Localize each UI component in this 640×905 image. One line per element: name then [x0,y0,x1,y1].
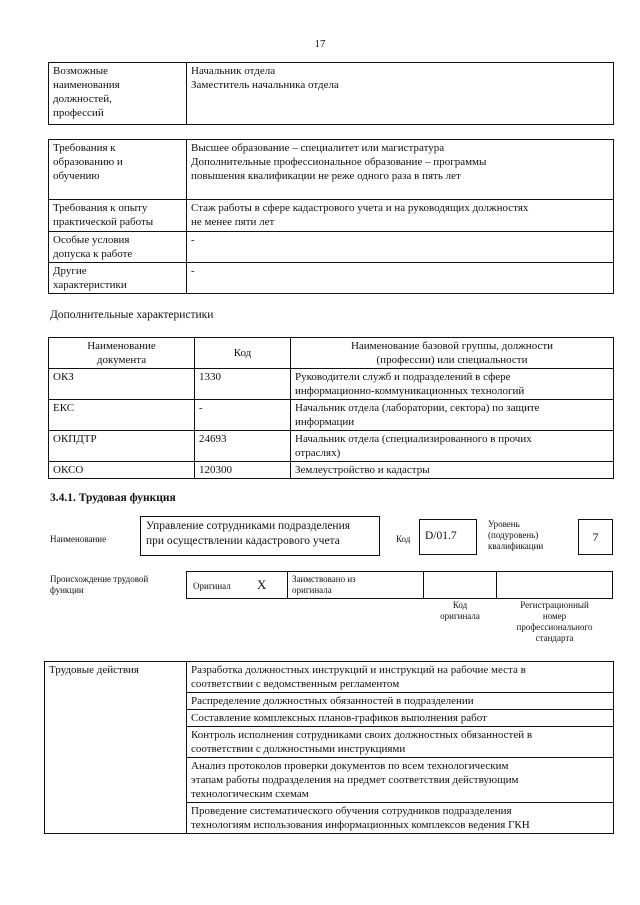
positions-values [187,63,614,125]
origin-label-line: функции [50,585,84,595]
level-label-line: (подуровень) [488,530,539,540]
labor-action-line: Проведение систематического обучения сотрудников подразделения [191,805,512,817]
position-title: Начальник отдела [191,65,276,77]
document-code: 120300 [195,462,291,479]
requirement-row [49,232,614,263]
level-box [578,519,613,555]
positions-label-line: профессий [53,107,104,119]
requirement-label-line: образованию и [53,156,123,168]
base-group-name [291,431,614,462]
requirement-label [49,200,187,232]
requirement-label-line: Другие [53,265,87,277]
requirements-table [48,139,614,294]
requirement-row [49,200,614,232]
labor-action-line: этапам работы подразделения на предмет соответствия действующим [191,774,519,786]
origin-row [186,571,613,599]
labor-action-row [45,662,614,693]
base-group-name-line: информации [295,416,355,428]
labor-action [187,758,614,803]
requirement-value-line: Стаж работы в сфере кадастрового учета и на руководящих должностях [191,202,529,214]
column-header [291,338,614,369]
base-group-name [291,400,614,431]
registration-number-label [496,600,613,644]
header-row [49,338,614,369]
document-name: ОКЗ [49,369,195,400]
requirement-row [49,263,614,294]
labor-action-line: соответствии с ведомственным регламентом [191,678,400,690]
document-code: - [195,400,291,431]
column-header-line: (профессии) или специальности [376,354,528,366]
requirement-value [187,200,614,232]
name-label: Наименование [50,534,107,544]
requirement-value-line: Высшее образование – специалитет или магистратура [191,142,445,154]
code-original-label-line: Код [452,600,468,610]
requirement-label-line: практической работы [53,216,154,228]
registration-number-label-line: профессионального [516,622,593,632]
level-label-line: Уровень [488,519,520,529]
labor-action-line: Разработка должностных инструкций и инструкций на рабочие места в [191,664,526,676]
requirement-value-line: - [191,234,195,246]
level-label-line: квалификации [488,541,544,551]
labor-action-line: Анализ протоколов проверки документов по всем технологическим [191,760,509,772]
base-group-name-line: Начальник отдела (лаборатории, сектора) по защите [295,402,540,414]
borrowed-label-line: Заимствовано из [292,574,356,584]
function-code: D/01.7 [425,530,457,542]
labor-action [187,710,614,727]
column-header-line: Наименование [87,340,156,352]
requirement-value [187,140,614,200]
function-heading: 3.4.1. Трудовая функция [50,492,176,504]
level-value: 7 [592,530,599,544]
labor-action-line: технологическим схемам [191,788,309,800]
base-group-name-line: Землеустройство и кадастры [295,464,430,476]
labor-action [187,693,614,710]
function-name-line: Управление сотрудниками подразделения [146,520,351,532]
labor-action-line: технологиям использования информационных комплексов ведения ГКН [191,819,530,831]
registration-number-label-line: Регистрационный [520,600,589,610]
table-row [49,462,614,479]
additional-characteristics-table [48,337,614,479]
column-header-line: Наименование базовой группы, должности [350,340,554,352]
labor-action [187,803,614,834]
requirement-value-line: - [191,265,195,277]
labor-action-line: Распределение должностных обязанностей в подразделении [191,695,474,707]
original-mark: X [257,577,267,592]
requirement-value-line: не менее пяти лет [191,216,275,228]
borrowed-label [292,574,356,596]
base-group-name-line: отраслях) [295,447,341,459]
labor-action-line: Составление комплексных планов-графиков выполнения работ [191,712,487,724]
column-header-line: документа [96,354,147,366]
document-code: 1330 [195,369,291,400]
positions-label [49,63,187,125]
page-number: 17 [314,38,326,50]
function-name-line: при осуществлении кадастрового учета [146,535,340,547]
requirement-label [49,232,187,263]
column-header [49,338,195,369]
requirement-value-line: повышения квалификации не реже одного раза в пять лет [191,170,461,182]
table-row [49,400,614,431]
origin-label [50,574,148,596]
document-code: 24693 [195,431,291,462]
document-name: ОКСО [49,462,195,479]
requirement-label-line: Особые условия [53,234,130,246]
registration-number-label-line: стандарта [535,633,574,643]
table-row [49,369,614,400]
base-group-name-line: Начальник отдела (специализированного в прочих [295,433,532,445]
labor-action-line: соответствии с должностными инструкциями [191,743,406,755]
base-group-name-line: информационно-коммуникационных технологий [295,385,525,397]
positions-label-line: Возможные [53,65,108,77]
column-header-line: Код [233,347,252,359]
requirement-label [49,263,187,294]
code-original-label [424,600,496,622]
level-label [488,519,543,552]
code-original-label-line: оригинала [440,611,480,621]
requirement-label-line: допуска к работе [53,248,133,260]
requirement-label [49,140,187,200]
column-header [195,338,291,369]
origin-label-line: Происхождение трудовой [50,574,149,584]
labor-action-line: Контроль исполнения сотрудниками своих должностных обязанностей в [191,729,533,741]
base-group-name [291,462,614,479]
positions-table [48,62,614,125]
borrowed-label-line: оригинала [292,585,332,595]
positions-label-line: наименования [53,79,120,91]
labor-actions-label: Трудовые действия [45,662,187,834]
labor-action [187,727,614,758]
document-name: ОКПДТР [49,431,195,462]
registration-number-label-line: номер [542,611,567,621]
requirement-label-line: характеристики [53,279,127,291]
requirement-value [187,232,614,263]
labor-actions-table [44,661,614,834]
original-label: Оригинал [193,581,231,591]
position-title: Заместитель начальника отдела [191,79,339,91]
requirement-value-line: Дополнительные профессиональное образование – программы [191,156,487,168]
labor-action [187,662,614,693]
requirement-label-line: Требования к опыту [53,202,148,214]
requirement-label-line: обучению [53,170,100,182]
table-row [49,431,614,462]
requirement-label-line: Требования к [53,142,116,154]
function-code-box [419,519,477,555]
base-group-name [291,369,614,400]
base-group-name-line: Руководители служб и подразделений в сфере [295,371,511,383]
additional-characteristics-title: Дополнительные характеристики [50,309,214,321]
requirement-value [187,263,614,294]
code-label: Код [396,534,411,544]
document-name: ЕКС [49,400,195,431]
function-name-box [140,516,380,556]
requirement-row [49,140,614,200]
positions-label-line: должностей, [53,93,112,105]
